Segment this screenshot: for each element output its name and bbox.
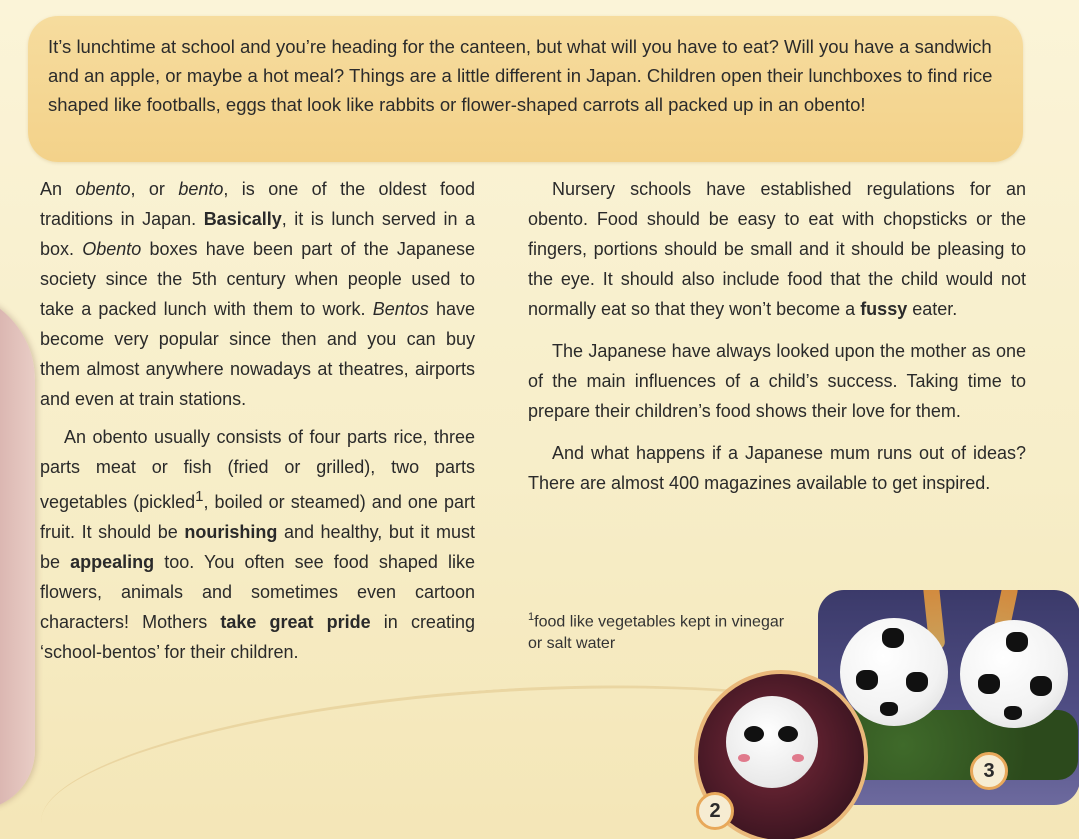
text-run: , or xyxy=(130,179,179,199)
right-paragraph-1 xyxy=(528,174,1026,324)
text-run: eater. xyxy=(907,299,958,319)
photo-number-badge: 3 xyxy=(970,752,1008,790)
intro-banner xyxy=(28,16,1023,162)
bold-keyword: Basically xyxy=(203,209,282,229)
text-run: An xyxy=(40,179,76,199)
decorative-frame xyxy=(0,290,35,810)
right-paragraph-3: And what happens if a Japanese mum runs out of ideas? There are almost 400 magazines available to get inspired. xyxy=(528,443,1026,493)
italic-term: bento xyxy=(178,179,224,199)
footnote-number: 1 xyxy=(528,611,535,623)
text-run: An obento usually consists of four parts rice, three parts meat or fish (fried or grilled), two parts vegetables (pickled xyxy=(40,427,475,512)
bold-keyword: take great pride xyxy=(220,612,371,632)
text-run: , it is lunch served in a box. xyxy=(40,209,476,259)
text-run: have become very popular since then and you can buy them almost anywhere nowadays at theatres, airports and even at train stations. xyxy=(40,299,475,409)
italic-term: Bentos xyxy=(372,299,429,319)
text-run: too. You often see food shaped like flowers, animals and sometimes even cartoon characters! Mothers xyxy=(40,552,476,632)
left-paragraph-1 xyxy=(40,174,475,414)
footnote-marker: 1 xyxy=(195,488,204,505)
panda-rice-ball-icon xyxy=(726,696,818,788)
text-run: in creating ‘school-bentos’ for their children. xyxy=(40,612,475,662)
photo-number-badge: 2 xyxy=(696,792,734,830)
bold-keyword: fussy xyxy=(860,299,908,319)
text-run: Nursery schools have established regulations for an obento. Food should be easy to eat with chopsticks or the fingers, portions should be small and it should be pleasing to the eye. It should also include food that the child would not normally eat so that they won’t become a xyxy=(528,179,1026,319)
footnote xyxy=(528,606,788,655)
right-column xyxy=(528,174,1026,510)
footnote-text: food like vegetables kept in vinegar or salt water xyxy=(528,613,785,653)
text-run: , boiled or steamed) and one part fruit. It should be xyxy=(40,492,476,542)
left-column xyxy=(40,174,475,675)
text-run: boxes have been part of the Japanese society since the 5th century when people used to take a packed lunch with them to work. xyxy=(40,239,475,319)
right-paragraph-2: The Japanese have always looked upon the mother as one of the main influences of a child’s success. Taking time to prepare their children’s food shows their love for them. xyxy=(528,341,1026,421)
text-run: , is one of the oldest food traditions in Japan. xyxy=(40,179,475,229)
italic-term: obento xyxy=(75,179,131,199)
intro-text: It’s lunchtime at school and you’re heading for the canteen, but what will you have to eat? Will you have a sandwich and an apple, or maybe a hot meal? Things are a little different in Japan. Children open their lunchboxes to find rice shaped like footballs, eggs that look like rabbits or flower-shaped carrots all packed up in an obento! xyxy=(48,36,993,115)
text-run: and healthy, but it must be xyxy=(40,522,476,572)
rice-football-icon xyxy=(840,618,948,726)
rice-football-icon xyxy=(960,620,1068,728)
bold-keyword: nourishing xyxy=(184,522,278,542)
bold-keyword: appealing xyxy=(70,552,155,572)
italic-term: Obento xyxy=(82,239,142,259)
left-paragraph-2 xyxy=(40,422,475,667)
